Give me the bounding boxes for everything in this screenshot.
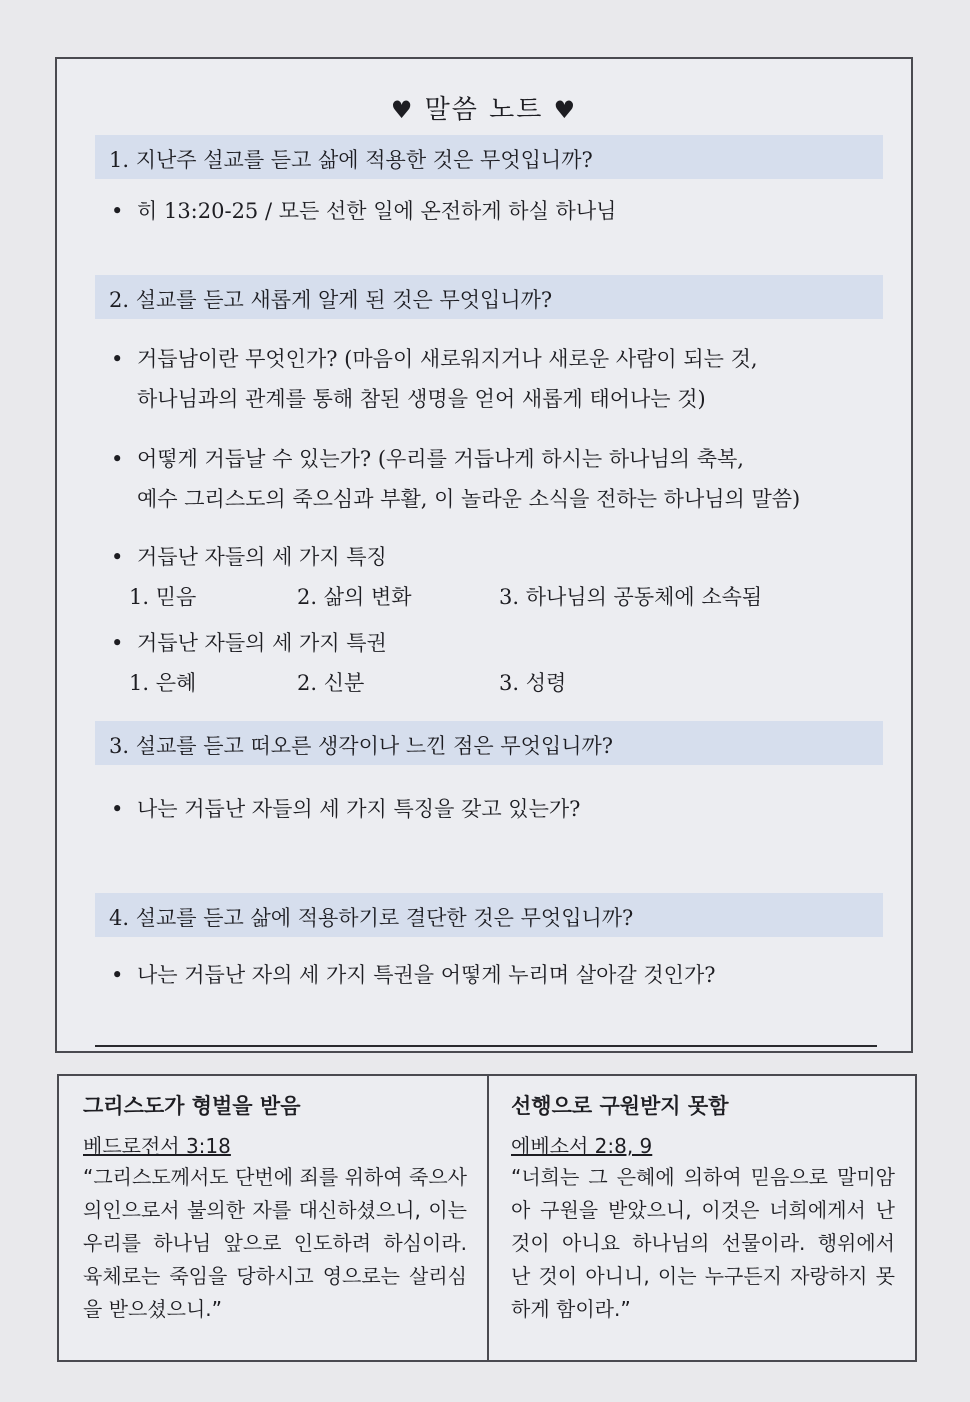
question-2: 2. 설교를 듣고 새롭게 알게 된 것은 무엇입니까? [95,275,883,319]
question-1: 1. 지난주 설교를 듣고 삶에 적용한 것은 무엇입니까? [95,135,883,179]
list-item: • 거듭난 자들의 세 가지 특권 [111,623,387,663]
verse-title: 그리스도가 형벌을 받음 [83,1094,301,1118]
verse-card [59,1076,487,1360]
privilege-item: 1. 은혜 [129,671,197,695]
list-item: • 거듭난 자들의 세 가지 특징 [111,537,387,577]
verse-title: 선행으로 구원받지 못함 [511,1094,729,1118]
trait-item: 3. 하나님의 공동체에 소속됨 [499,585,763,609]
trait-item: 2. 삶의 변화 [297,585,412,609]
bullet-icon: • [111,447,124,471]
list-item: • 히 13:20-25 / 모든 선한 일에 온전하게 하실 하나님 [111,191,616,231]
note-title [57,89,911,126]
verse-reference: 베드로전서 3:18 [83,1134,231,1158]
bullet-icon: • [111,963,124,987]
verse-card [487,1076,915,1360]
question-3: 3. 설교를 듣고 떠오른 생각이나 느낀 점은 무엇입니까? [95,721,883,765]
bullet-icon: • [111,199,124,223]
verse-reference: 에베소서 2:8, 9 [511,1134,653,1158]
list-item: • 나는 거듭난 자들의 세 가지 특징을 갖고 있는가? [111,789,580,829]
trait-item: 1. 믿음 [129,585,197,609]
verse-text: “너희는 그 은혜에 의하여 믿음으로 말미암아 구원을 받았으니, 이것은 너희에게서 난 것이 아니요 하나님의 선물이라. 행위에서 난 것이 아니니, 이는 누구든지 자랑하지 못하게 함이라.” [511,1165,895,1321]
heart-icon: ♥ [390,96,415,124]
bullet-icon: • [111,545,124,569]
question-4: 4. 설교를 듣고 삶에 적용하기로 결단한 것은 무엇입니까? [95,893,883,937]
privilege-item: 3. 성령 [499,671,567,695]
verse-text: “그리스도께서도 단번에 죄를 위하여 죽으사 의인으로서 불의한 자를 대신하셨으니, 이는 우리를 하나님 앞으로 인도하려 하심이라. 육체로는 죽임을 당하시고 영으로는 살리심을 받으셨으니.” [83,1165,467,1321]
bullet-icon: • [111,347,124,371]
list-item: • 어떻게 거듭날 수 있는가? (우리를 거듭나게 하시는 하나님의 축복, 예수 그리스도의 죽으심과 부활, 이 놀라운 소식을 전하는 하나님의 말씀) [111,439,800,519]
list-item: • 거듭남이란 무엇인가? (마음이 새로워지거나 새로운 사람이 되는 것, 하나님과의 관계를 통해 참된 생명을 얻어 새롭게 태어나는 것) [111,339,758,419]
sermon-note-box [55,57,913,1053]
bullet-icon: • [111,797,124,821]
heart-icon: ♥ [553,96,578,124]
list-item: • 나는 거듭난 자의 세 가지 특권을 어떻게 누리며 살아갈 것인가? [111,955,715,995]
note-title-text: 말씀 노트 [424,95,544,125]
privilege-item: 2. 신분 [297,671,365,695]
divider [95,1045,877,1047]
bullet-icon: • [111,631,124,655]
verse-panel [57,1074,917,1362]
